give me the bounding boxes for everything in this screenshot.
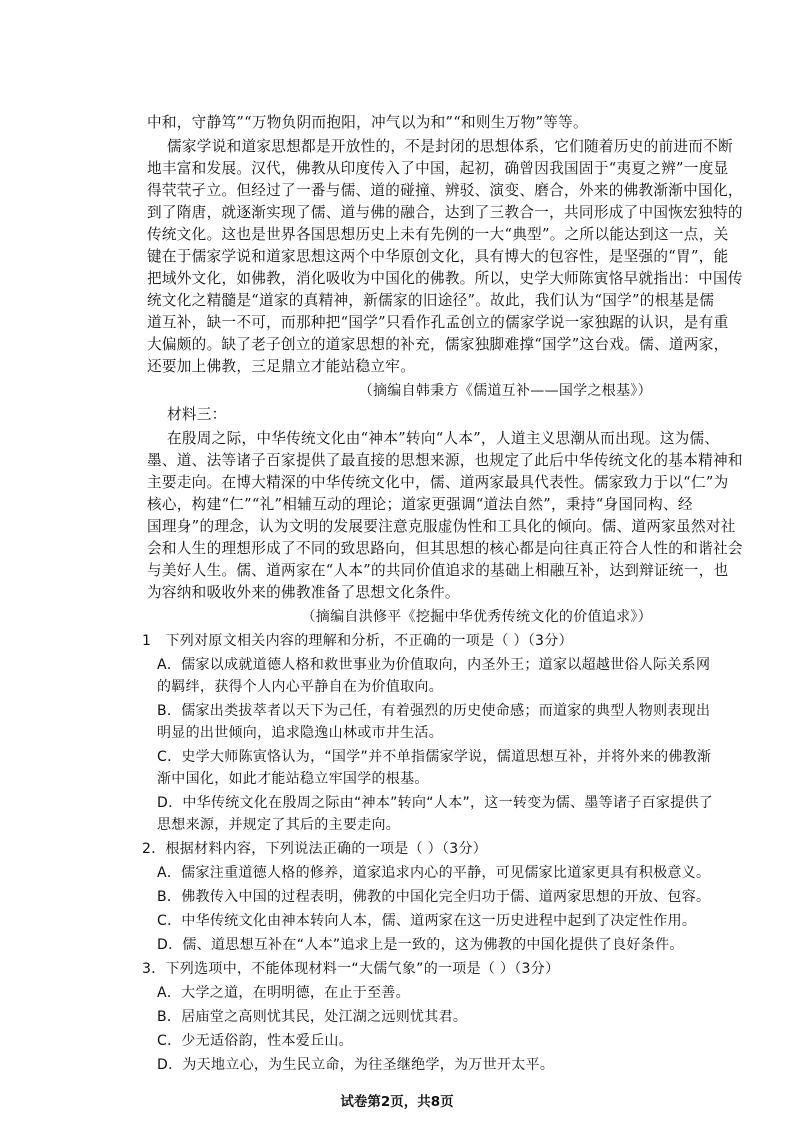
passage-line: 儒家学说和道家思想都是开放性的，不是封闭的思想体系，它们随着历史的前进而不断 bbox=[167, 138, 733, 155]
passage-line: 在殷周之际，中华传统文化由“神本”转向“人本”，人道主义思潮从而出现。这为儒、 bbox=[167, 430, 720, 447]
passage-line: 到了隋唐，就逐渐实现了儒、道与佛的融合，达到了三教合一，共同形成了中国恢宏独特的 bbox=[147, 204, 743, 221]
passage-line: 墨、道、法等诸子百家提供了最直接的思想来源，也规定了此后中华传统文化的基本精神和 bbox=[147, 452, 743, 469]
option-line: A．儒家注重道德人格的修养，道家追求内心的平静，可见儒家比道家更具有积极意义。 bbox=[157, 865, 711, 881]
passage-line: 地丰富和发展。汉代，佛教从印度传入了中国，起初，确曾因我国固于“夷夏之辨”一度显 bbox=[147, 160, 729, 177]
source-citation: （摘编自韩秉方《儒道互补——国学之根基》） bbox=[358, 383, 652, 399]
question-stem: 2．根据材料内容，下列说法正确的一项是（ ）（3分） bbox=[142, 841, 488, 857]
option-line: C．少无适俗韵，性本爱丘山。 bbox=[157, 1033, 353, 1049]
option-line: 的羁绊，获得个人内心平静自在为价值取向。 bbox=[157, 679, 443, 695]
material-label: 材料三： bbox=[167, 406, 227, 423]
option-line: B．佛教传入中国的过程表明，佛教的中国化完全归功于儒、道两家思想的开放、包容。 bbox=[157, 889, 711, 905]
option-line: C．史学大师陈寅恪认为，“国学”并不单指儒家学说，儒道思想互补，并将外来的佛教渐 bbox=[157, 749, 712, 765]
question-stem: 1 下列对原文相关内容的理解和分析，不正确的一项是（ ）（3分） bbox=[142, 633, 573, 649]
passage-line: 中和，守静笃”“万物负阴而抱阳，冲气以为和”“和则生万物”等等。 bbox=[147, 114, 588, 131]
passage-line: 道互补，缺一不可，而那种把“国学”只看作孔孟创立的儒家学说一家独踞的认识，是有重 bbox=[147, 314, 729, 331]
question-stem: 3．下列选项中，不能体现材料一“大儒气象”的一项是（ ）（3分） bbox=[142, 961, 560, 977]
passage-line: 与美好人生。儒、道两家在“人本”的共同价值追求的基础上相融互补，达到辩证统一，也 bbox=[147, 562, 729, 579]
option-line: A．儒家以成就道德人格和救世事业为价值取向，内圣外王；道家以超越世俗人际关系网 bbox=[157, 657, 711, 673]
option-line: B．居庙堂之高则忧其民，处江湖之远则忧其君。 bbox=[157, 1009, 468, 1025]
option-line: A．大学之道，在明明德，在止于至善。 bbox=[157, 985, 410, 1001]
page-footer: 试卷第2页，共8页 bbox=[340, 1094, 454, 1110]
option-line: 思想来源，并规定了其后的主要走向。 bbox=[157, 817, 401, 833]
passage-line: 会和人生的理想形成了不同的致思路向，但其思想的核心都是向往真正符合人性的和谐社会 bbox=[147, 540, 743, 557]
passage-line: 国理身”的理念，认为文明的发展要注意克服虚伪性和工具化的倾向。儒、道两家虽然对社 bbox=[147, 518, 736, 535]
option-line: B．儒家出类拔萃者以天下为己任，有着强烈的历史使命感；而道家的典型人物则表现出 bbox=[157, 703, 711, 719]
passage-line: 大偏颇的。缺了老子创立的道家思想的补充，儒家独脚难撑“国学”这台戏。儒、道两家， bbox=[147, 336, 729, 353]
passage-line: 把域外文化，如佛教，消化吸收为中国化的佛教。所以，史学大师陈寅恪早就指出：中国传 bbox=[147, 270, 743, 287]
option-line: D．为天地立心，为生民立命，为往圣继绝学，为万世开太平。 bbox=[157, 1057, 555, 1073]
option-line: D．儒、道思想互补在“人本”追求上是一致的，这为佛教的中国化提供了良好条件。 bbox=[157, 937, 684, 953]
passage-line: 为容纳和吸收外来的佛教准备了思想文化条件。 bbox=[147, 584, 460, 601]
passage-line: 统文化之精髓是“道家的真精神，新儒家的旧途径”。故此，我们认为“国学”的根基是儒 bbox=[147, 292, 715, 309]
source-citation: （摘编自洪修平《挖掘中华优秀传统文化的价值追求》） bbox=[301, 609, 652, 625]
passage-line: 主要走向。在博大精深的中华传统文化中，儒、道两家最具代表性。儒家致力于以“仁”为 bbox=[147, 474, 729, 491]
option-line: 渐中国化，如此才能站稳立牢国学的根基。 bbox=[157, 771, 429, 787]
passage-line: 传统文化。这也是世界各国思想历史上未有先例的一大“典型”。之所以能达到这一点，关 bbox=[147, 226, 729, 243]
passage-line: 键在于儒家学说和道家思想这两个中华原创文化，具有博大的包容性，是坚强的“胃”，能 bbox=[147, 248, 729, 265]
passage-line: 得茕茕孑立。但经过了一番与儒、道的碰撞、辨驳、演变、磨合，外来的佛教渐渐中国化， bbox=[147, 182, 743, 199]
option-line: D．中华传统文化在殷周之际由“神本”转向“人本”，这一转变为儒、墨等诸子百家提供了 bbox=[157, 795, 714, 811]
option-line: 明显的出世倾向，追求隐逸山林或市井生活。 bbox=[157, 725, 443, 741]
option-line: C．中华传统文化由神本转向人本，儒、道两家在这一历史进程中起到了决定性作用。 bbox=[157, 913, 697, 929]
passage-line: 还要加上佛教，三足鼎立才能站稳立牢。 bbox=[147, 358, 416, 375]
passage-line: 核心，构建“仁”“礼”相辅互动的理论；道家更强调“道法自然”，秉持“身国同构、经 bbox=[147, 496, 693, 513]
